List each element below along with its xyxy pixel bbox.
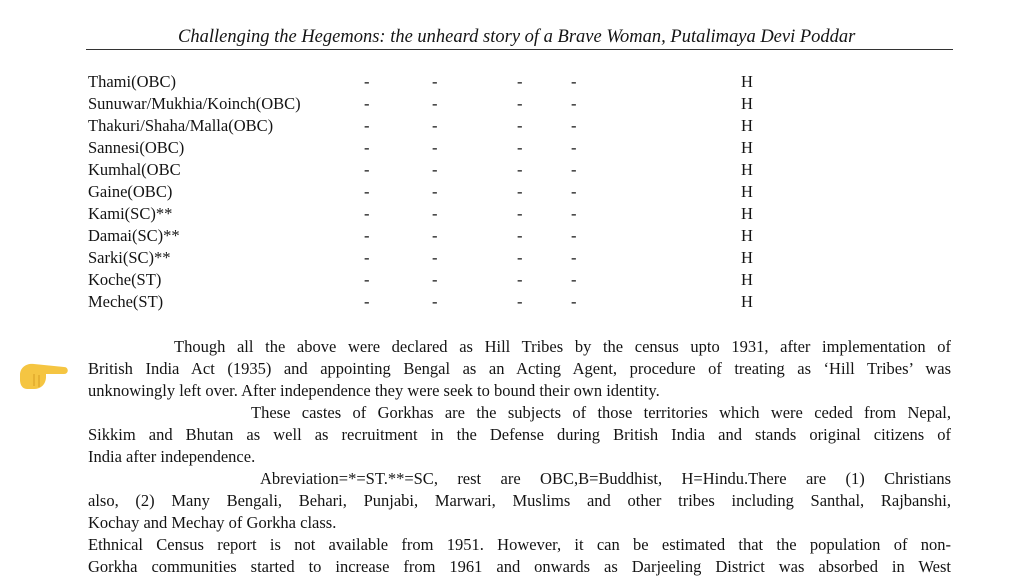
pointing-hand-icon xyxy=(12,356,72,396)
text-line: Sikkim and Bhutan as well as recruitment in the Defense during British India and stands original citizens of xyxy=(88,425,951,444)
caste-name: Thakuri/Shaha/Malla(OBC) xyxy=(88,116,274,135)
column-4-cell: - xyxy=(571,160,577,179)
paragraph-abbreviation xyxy=(88,468,951,534)
caste-name: Kumhal(OBC xyxy=(88,160,181,179)
column-3-cell: - xyxy=(517,138,523,157)
table-row xyxy=(0,71,1024,93)
text-line: These castes of Gorkhas are the subjects of those territories which were ceded from Nepal, xyxy=(251,403,951,422)
text-line: India after independence. xyxy=(88,447,256,466)
column-4-cell: - xyxy=(571,138,577,157)
column-1-cell: - xyxy=(364,72,370,91)
column-3-cell: - xyxy=(517,116,523,135)
column-2-cell: - xyxy=(432,270,438,289)
religion-cell: H xyxy=(741,204,753,223)
table-row xyxy=(0,93,1024,115)
text-line: Gorkha communities started to increase from 1961 and onwards as Darjeeling District was absorbed in West xyxy=(88,557,951,576)
column-2-cell: - xyxy=(432,116,438,135)
column-2-cell: - xyxy=(432,204,438,223)
column-2-cell: - xyxy=(432,292,438,311)
text-line: also, (2) Many Bengali, Behari, Punjabi, Marwari, Muslims and other tribes including Santhal, Rajbanshi, xyxy=(88,491,951,510)
table-row xyxy=(0,225,1024,247)
column-2-cell: - xyxy=(432,72,438,91)
table-row xyxy=(0,159,1024,181)
table-row xyxy=(0,203,1024,225)
header-rule xyxy=(86,49,953,50)
religion-cell: H xyxy=(741,248,753,267)
column-1-cell: - xyxy=(364,270,370,289)
column-4-cell: - xyxy=(571,292,577,311)
text-line: Kochay and Mechay of Gorkha class. xyxy=(88,513,337,532)
column-1-cell: - xyxy=(364,94,370,113)
religion-cell: H xyxy=(741,270,753,289)
religion-cell: H xyxy=(741,160,753,179)
paragraph-hill-tribes xyxy=(88,336,951,402)
column-2-cell: - xyxy=(432,182,438,201)
caste-name: Damai(SC)** xyxy=(88,226,180,245)
religion-cell: H xyxy=(741,94,753,113)
religion-cell: H xyxy=(741,226,753,245)
column-3-cell: - xyxy=(517,94,523,113)
religion-cell: H xyxy=(741,72,753,91)
column-1-cell: - xyxy=(364,138,370,157)
column-2-cell: - xyxy=(432,248,438,267)
column-3-cell: - xyxy=(517,292,523,311)
caste-name: Kami(SC)** xyxy=(88,204,173,223)
caste-name: Thami(OBC) xyxy=(88,72,176,91)
column-1-cell: - xyxy=(364,226,370,245)
table-row xyxy=(0,115,1024,137)
caste-name: Sannesi(OBC) xyxy=(88,138,185,157)
column-4-cell: - xyxy=(571,204,577,223)
column-3-cell: - xyxy=(517,72,523,91)
paragraph-territories xyxy=(88,402,951,468)
text-line: Though all the above were declared as Hill Tribes by the census upto 1931, after implementation of xyxy=(174,337,951,356)
caste-name: Koche(ST) xyxy=(88,270,162,289)
column-4-cell: - xyxy=(571,72,577,91)
running-header: Challenging the Hegemons: the unheard story of a Brave Woman, Putalimaya Devi Poddar xyxy=(178,27,856,47)
column-4-cell: - xyxy=(571,270,577,289)
column-3-cell: - xyxy=(517,204,523,223)
column-1-cell: - xyxy=(364,292,370,311)
paragraph-census xyxy=(88,534,951,578)
caste-name: Sunuwar/Mukhia/Koinch(OBC) xyxy=(88,94,301,113)
table-row xyxy=(0,247,1024,269)
caste-name: Sarki(SC)** xyxy=(88,248,171,267)
table-row xyxy=(0,291,1024,313)
column-3-cell: - xyxy=(517,270,523,289)
column-2-cell: - xyxy=(432,138,438,157)
column-4-cell: - xyxy=(571,226,577,245)
table-row xyxy=(0,137,1024,159)
column-2-cell: - xyxy=(432,94,438,113)
text-line: Abreviation=*=ST.**=SC, rest are OBC,B=Buddhist, H=Hindu.There are (1) Christians xyxy=(260,469,951,488)
religion-cell: H xyxy=(741,138,753,157)
column-3-cell: - xyxy=(517,226,523,245)
text-line: Ethnical Census report is not available from 1951. However, it can be estimated that the population of non- xyxy=(88,535,951,554)
column-4-cell: - xyxy=(571,94,577,113)
column-2-cell: - xyxy=(432,160,438,179)
column-4-cell: - xyxy=(571,182,577,201)
column-4-cell: - xyxy=(571,248,577,267)
text-line: unknowingly left over. After independence they were seek to bound their own identity. xyxy=(88,381,660,400)
religion-cell: H xyxy=(741,116,753,135)
column-3-cell: - xyxy=(517,160,523,179)
column-1-cell: - xyxy=(364,116,370,135)
table-row xyxy=(0,181,1024,203)
column-3-cell: - xyxy=(517,182,523,201)
text-line: British India Act (1935) and appointing Bengal as an Acting Agent, procedure of treating as ‘Hill Tribes’ was xyxy=(88,359,951,378)
column-1-cell: - xyxy=(364,182,370,201)
religion-cell: H xyxy=(741,292,753,311)
column-3-cell: - xyxy=(517,248,523,267)
column-2-cell: - xyxy=(432,226,438,245)
column-1-cell: - xyxy=(364,248,370,267)
religion-cell: H xyxy=(741,182,753,201)
table-row xyxy=(0,269,1024,291)
column-4-cell: - xyxy=(571,116,577,135)
caste-name: Meche(ST) xyxy=(88,292,164,311)
column-1-cell: - xyxy=(364,204,370,223)
caste-name: Gaine(OBC) xyxy=(88,182,173,201)
column-1-cell: - xyxy=(364,160,370,179)
